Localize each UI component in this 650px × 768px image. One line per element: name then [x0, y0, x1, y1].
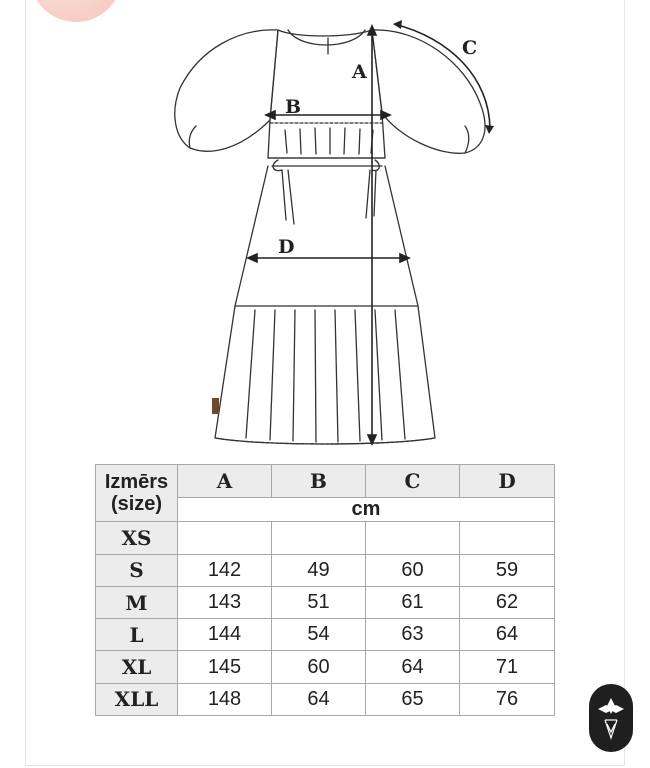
- size-label: M: [96, 586, 178, 618]
- value-cell: 64: [272, 683, 366, 715]
- size-label: XL: [96, 651, 178, 683]
- table-row: [96, 554, 555, 586]
- value-cell: 63: [366, 619, 460, 651]
- value-cell: 144: [178, 619, 272, 651]
- value-cell: 59: [460, 554, 555, 586]
- value-cell: 60: [366, 554, 460, 586]
- value-cell: [272, 522, 366, 554]
- value-cell: 62: [460, 586, 555, 618]
- size-chart-table: [95, 464, 555, 716]
- size-header-cell: [96, 465, 178, 522]
- size-label: L: [96, 619, 178, 651]
- emblem-graphic: [596, 694, 626, 742]
- label-d: D: [278, 236, 295, 258]
- skirt-upper: [235, 166, 418, 306]
- label-a: A: [352, 61, 367, 83]
- neckline: [288, 30, 365, 45]
- label-c: C: [462, 37, 478, 59]
- value-cell: 142: [178, 554, 272, 586]
- column-header-c: C: [366, 465, 460, 498]
- left-sleeve: [175, 30, 278, 151]
- size-header-line2: (size): [110, 493, 163, 516]
- label-b: B: [285, 96, 302, 118]
- brand-tag: [212, 398, 219, 414]
- size-label: S: [96, 554, 178, 586]
- size-label: XS: [96, 522, 178, 554]
- value-cell: 49: [272, 554, 366, 586]
- value-cell: 71: [460, 651, 555, 683]
- value-cell: 143: [178, 586, 272, 618]
- value-cell: 148: [178, 683, 272, 715]
- brand-emblem-icon[interactable]: [589, 684, 633, 752]
- value-cell: 54: [272, 619, 366, 651]
- dress-technical-drawing: [160, 8, 510, 453]
- column-header-d: D: [460, 465, 555, 498]
- skirt-flounce: [215, 306, 435, 444]
- table-row: [96, 651, 555, 683]
- value-cell: [178, 522, 272, 554]
- size-header-line1: Izmērs: [104, 471, 169, 494]
- table-row: [96, 683, 555, 715]
- table-row: [96, 522, 555, 554]
- value-cell: 60: [272, 651, 366, 683]
- value-cell: 65: [366, 683, 460, 715]
- value-cell: 64: [460, 619, 555, 651]
- unit-label: cm: [178, 498, 555, 522]
- table-row: [96, 586, 555, 618]
- value-cell: 61: [366, 586, 460, 618]
- size-label: XLL: [96, 683, 178, 715]
- column-header-b: B: [272, 465, 366, 498]
- value-cell: [366, 522, 460, 554]
- value-cell: 51: [272, 586, 366, 618]
- value-cell: [460, 522, 555, 554]
- column-header-a: A: [178, 465, 272, 498]
- value-cell: 64: [366, 651, 460, 683]
- table-row: [96, 619, 555, 651]
- value-cell: 76: [460, 683, 555, 715]
- value-cell: 145: [178, 651, 272, 683]
